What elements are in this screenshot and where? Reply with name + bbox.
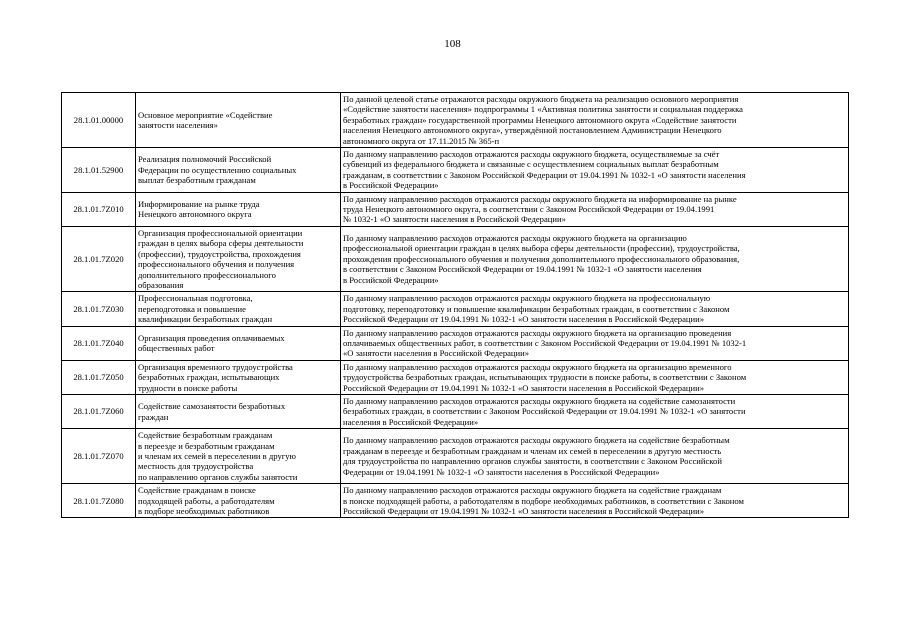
page-number: 108: [444, 38, 461, 50]
expense-name: Реализация полномочий Российской Федерации по осуществлению социальных выплат безработным гражданам: [136, 148, 341, 193]
expense-name: Основное мероприятие «Содействие занятости населения»: [136, 93, 341, 148]
target-code: 28.1.01.7Z020: [62, 226, 136, 291]
expense-description: По данному направлению расходов отражаются расходы окружного бюджета на содействие безработным гражданам в переезде и безработным гражданам и членам их семей в переселении в другую местность для трудоустройства по направлению органов службы занятости, в соответствии с Законом Российской Федерации от 19.04.1991 № 1032-1 «О занятости населения в Российской Федерации»: [341, 429, 849, 484]
table-row: [62, 360, 849, 394]
expense-name: Содействие безработным гражданам в переезде и безработным гражданам и членам их семей в переселении в другую местность для трудоустройства по направлению органов службы занятости: [136, 429, 341, 484]
table-row: [62, 93, 849, 148]
expense-description: По данному направлению расходов отражаются расходы окружного бюджета на информирование на рынке труда Ненецкого автономного округа, в соответствии с Законом Российской Федерации от 19.04.1991 № 1032-1 «О занятости населения в Российской Федерации»: [341, 192, 849, 226]
expense-name: Содействие гражданам в поиске подходящей работы, а работодателям в подборе необходимых работников: [136, 484, 341, 518]
table-row: [62, 484, 849, 518]
table-row: [62, 394, 849, 428]
expense-name: Информирование на рынке труда Ненецкого автономного округа: [136, 192, 341, 226]
expense-description: По данному направлению расходов отражаются расходы окружного бюджета на содействие самозанятости безработных граждан, в соответствии с Законом Российской Федерации от 19.04.1991 № 1032-1 «О занятости населения в Российской Федерации»: [341, 394, 849, 428]
table-row: [62, 326, 849, 360]
table-row: [62, 192, 849, 226]
expense-name: Организация временного трудоустройства безработных граждан, испытывающих трудности в поиске работы: [136, 360, 341, 394]
expense-description: По данной целевой статье отражаются расходы окружного бюджета на реализацию основного мероприятия «Содействие занятости населения» подпрограммы 1 «Активная политика занятости и социальная поддержка безработных граждан» государственной программы Ненецкого автономного округа «Содействие занятости населения Ненецкого автономного округа», утверждённой постановлением Администрации Ненецкого автономного округа от 17.11.2015 № 365-п: [341, 93, 849, 148]
expense-name: Организация проведения оплачиваемых общественных работ: [136, 326, 341, 360]
target-code: 28.1.01.52900: [62, 148, 136, 193]
target-code: 28.1.01.7Z060: [62, 394, 136, 428]
table-row: [62, 148, 849, 193]
expense-name: Профессиональная подготовка, переподготовка и повышение квалификации безработных граждан: [136, 292, 341, 326]
target-code: 28.1.01.7Z030: [62, 292, 136, 326]
expense-description: По данному направлению расходов отражаются расходы окружного бюджета на организацию проведения оплачиваемых общественных работ, в соответствии с Законом Российской Федерации от 19.04.1991 № 1032-1 «О занятости населения в Российской Федерации»: [341, 326, 849, 360]
expense-name: Содействие самозанятости безработных граждан: [136, 394, 341, 428]
expense-description: По данному направлению расходов отражаются расходы окружного бюджета на содействие гражданам в поиске подходящей работы, а работодателям в подборе необходимых работников, в соответствии с Законом Российской Федерации от 19.04.1991 № 1032-1 «О занятости населения в Российской Федерации»: [341, 484, 849, 518]
target-code: 28.1.01.7Z070: [62, 429, 136, 484]
expense-name: Организация профессиональной ориентации граждан в целях выбора сферы деятельности (профессии), трудоустройства, прохождения профессионального обучения и получения дополнительного профессионального образования: [136, 226, 341, 291]
target-code: 28.1.01.7Z040: [62, 326, 136, 360]
budget-classification-table: [61, 92, 849, 518]
table-row: [62, 429, 849, 484]
target-code: 28.1.01.7Z080: [62, 484, 136, 518]
target-code: 28.1.01.7Z050: [62, 360, 136, 394]
target-code: 28.1.01.7Z010: [62, 192, 136, 226]
table-row: [62, 292, 849, 326]
table-row: [62, 226, 849, 291]
expense-description: По данному направлению расходов отражаются расходы окружного бюджета, осуществляемые за счёт субвенций из федерального бюджета и связанные с осуществлением социальных выплат безработным гражданам, в соответствии с Законом Российской Федерации от 19.04.1991 № 1032-1 «О занятости населения в Российской Федерации»: [341, 148, 849, 193]
expense-description: По данному направлению расходов отражаются расходы окружного бюджета на организацию профессиональной ориентации граждан в целях выбора сферы деятельности (профессии), трудоустройства, прохождения профессионального обучения и получения дополнительного профессионального образования, в соответствии с Законом Российской Федерации от 19.04.1991 № 1032-1 «О занятости населения в Российской Федерации»: [341, 226, 849, 291]
expense-description: По данному направлению расходов отражаются расходы окружного бюджета на профессиональную подготовку, переподготовку и повышение квалификации безработных граждан, в соответствии с Законом Российской Федерации от 19.04.1991 № 1032-1 «О занятости населения в Российской Федерации»: [341, 292, 849, 326]
expense-description: По данному направлению расходов отражаются расходы окружного бюджета на организацию временного трудоустройства безработных граждан, испытывающих трудности в поиске работы, в соответствии с Законом Российской Федерации от 19.04.1991 № 1032-1 «О занятости населения в Российской Федерации»: [341, 360, 849, 394]
target-code: 28.1.01.00000: [62, 93, 136, 148]
